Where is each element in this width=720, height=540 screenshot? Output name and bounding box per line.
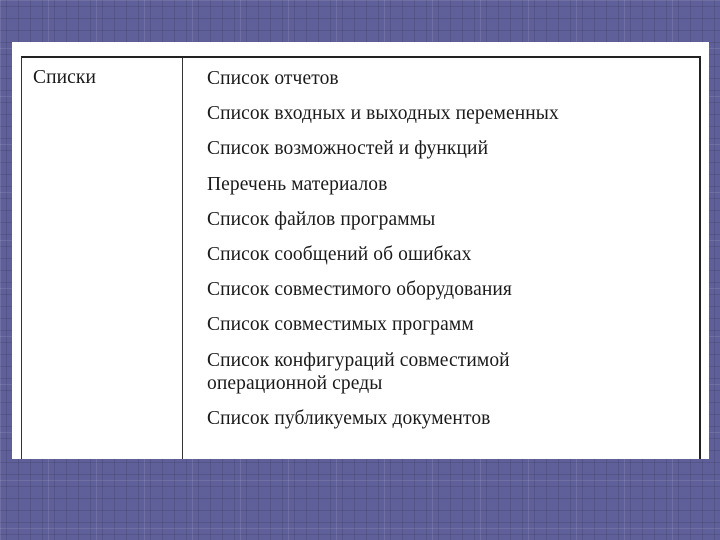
list-item: Список совместимых программ — [207, 314, 474, 336]
items-list — [207, 67, 687, 442]
list-item: Список совместимого оборудования — [207, 279, 512, 301]
list-item: Список входных и выходных переменных — [207, 103, 559, 125]
list-item: Список файлов программы — [207, 208, 436, 230]
list-item: Список сообщений об ошибках — [207, 243, 472, 265]
slide-image — [12, 42, 709, 459]
category-cell: Списки — [33, 67, 97, 88]
list-item: Перечень материалов — [207, 173, 388, 195]
document-table — [21, 56, 701, 459]
list-item: Список отчетов — [207, 68, 339, 89]
column-divider — [182, 58, 183, 459]
list-item: Список публикуемых документов — [207, 407, 491, 429]
list-item: Список конфигураций совместимой операционной среды — [207, 349, 510, 394]
list-item: Список возможностей и функций — [207, 138, 489, 160]
